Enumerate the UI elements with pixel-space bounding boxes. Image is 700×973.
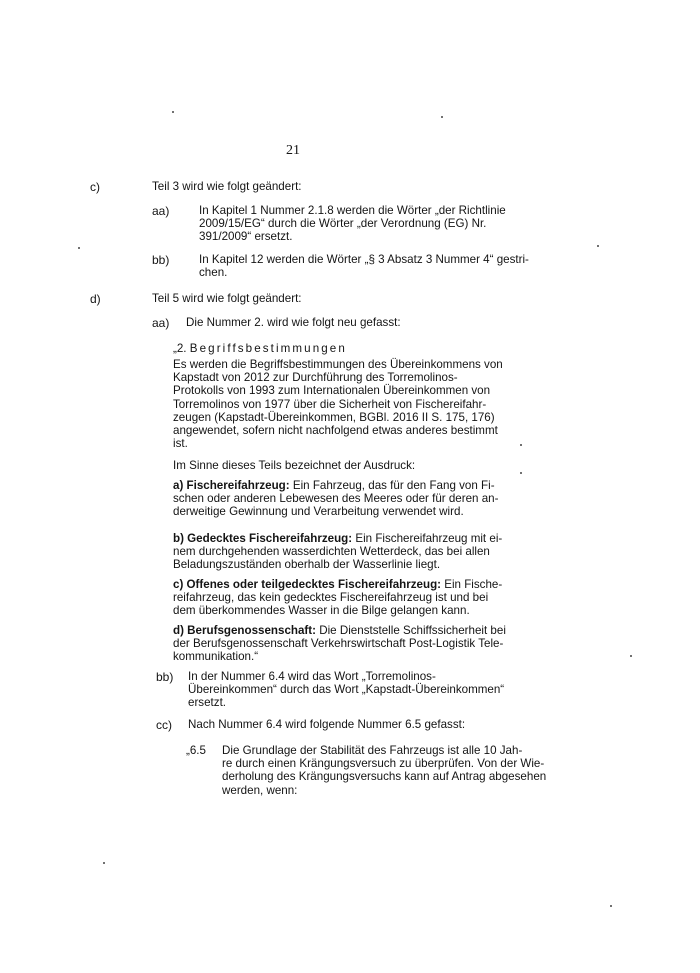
item-d-text: Teil 5 wird wie folgt geändert: bbox=[152, 292, 302, 305]
item-d-aa-text: Die Nummer 2. wird wie folgt neu gefasst: bbox=[186, 316, 401, 329]
item-c-label: c) bbox=[90, 180, 100, 194]
scan-speck bbox=[630, 655, 632, 657]
scan-speck bbox=[597, 245, 599, 247]
item-c-aa-label: aa) bbox=[152, 204, 170, 218]
scan-speck bbox=[103, 862, 105, 864]
item-d-cc-label: cc) bbox=[156, 718, 172, 732]
definition-d: d) Berufsgenossenschaft: Die Dienststelle Schiffssicherheit bei der Berufsgenossenschaft Verkehrswirtschaft Post-Logistik Tele- kommunikation.“ bbox=[173, 624, 506, 664]
page-number: 21 bbox=[286, 143, 300, 158]
definitions-intro: Es werden die Begriffsbestimmungen des Übereinkommens von Kapstadt von 2012 zur Durchführung des Torremolinos- Protokolls von 1993 zum Internationalen Übereinkommen von Torremolinos von 1977 über die Sicherheit von Fischereifahr- zeugen (Kapstadt-Übereinkommen, BGBl. 2016 II S. 175, 176) angewendet, sofern nicht nachfolgend etwas anderes bestimmt ist. bbox=[173, 358, 503, 451]
item-c-text: Teil 3 wird wie folgt geändert: bbox=[152, 180, 302, 193]
item-c-bb-label: bb) bbox=[152, 253, 170, 267]
scan-speck bbox=[78, 247, 80, 249]
scan-speck bbox=[520, 444, 522, 446]
scan-speck bbox=[610, 905, 612, 907]
item-d-aa-label: aa) bbox=[152, 316, 170, 330]
definition-c: c) Offenes oder teilgedecktes Fischereifahrzeug: Ein Fische- reifahrzeug, das kein gedecktes Fischereifahrzeug ist und bei dem überkommendes Wasser in die Bilge gelangen kann. bbox=[173, 578, 503, 618]
scan-speck bbox=[520, 472, 522, 474]
item-6-5-text: Die Grundlage der Stabilität des Fahrzeugs ist alle 10 Jah- re durch einen Krängungsversuch zu überprüfen. Von der Wie- derholung des Krängungsversuchs kann auf Antrag abgesehen werden, wenn: bbox=[222, 744, 547, 797]
item-c-aa-text: In Kapitel 1 Nummer 2.1.8 werden die Wörter „der Richtlinie 2009/15/EG“ durch die Wörter „der Verordnung (EG) Nr. 391/2009“ ersetzt. bbox=[199, 204, 506, 244]
item-d-cc-text: Nach Nummer 6.4 wird folgende Nummer 6.5 gefasst: bbox=[188, 718, 466, 731]
item-d-bb-label: bb) bbox=[156, 670, 174, 684]
definitions-sense: Im Sinne dieses Teils bezeichnet der Ausdruck: bbox=[173, 459, 416, 472]
item-6-5-number: „6.5 bbox=[186, 744, 206, 757]
item-d-label: d) bbox=[90, 292, 101, 306]
scan-speck bbox=[172, 111, 174, 113]
scan-speck bbox=[441, 116, 443, 118]
item-d-bb-text: In der Nummer 6.4 wird das Wort „Torremolinos- Übereinkommen“ durch das Wort „Kapstadt-Übereinkommen“ ersetzt. bbox=[188, 670, 505, 710]
item-c-bb-text: In Kapitel 12 werden die Wörter „§ 3 Absatz 3 Nummer 4“ gestri- chen. bbox=[199, 253, 529, 280]
definition-a: a) Fischereifahrzeug: Ein Fahrzeug, das für den Fang von Fi- schen oder anderen Lebewesen des Meeres oder für deren an- derweitige Gewinnung und Verarbeitung verwendet wird. bbox=[173, 479, 499, 519]
definitions-heading: „2. Begriffsbestimmungen bbox=[173, 342, 347, 355]
definition-b: b) Gedecktes Fischereifahrzeug: Ein Fischereifahrzeug mit ei- nem durchgehenden wasserdichten Wetterdeck, das bei allen Beladungszuständen oberhalb der Wasserlinie liegt. bbox=[173, 532, 503, 572]
